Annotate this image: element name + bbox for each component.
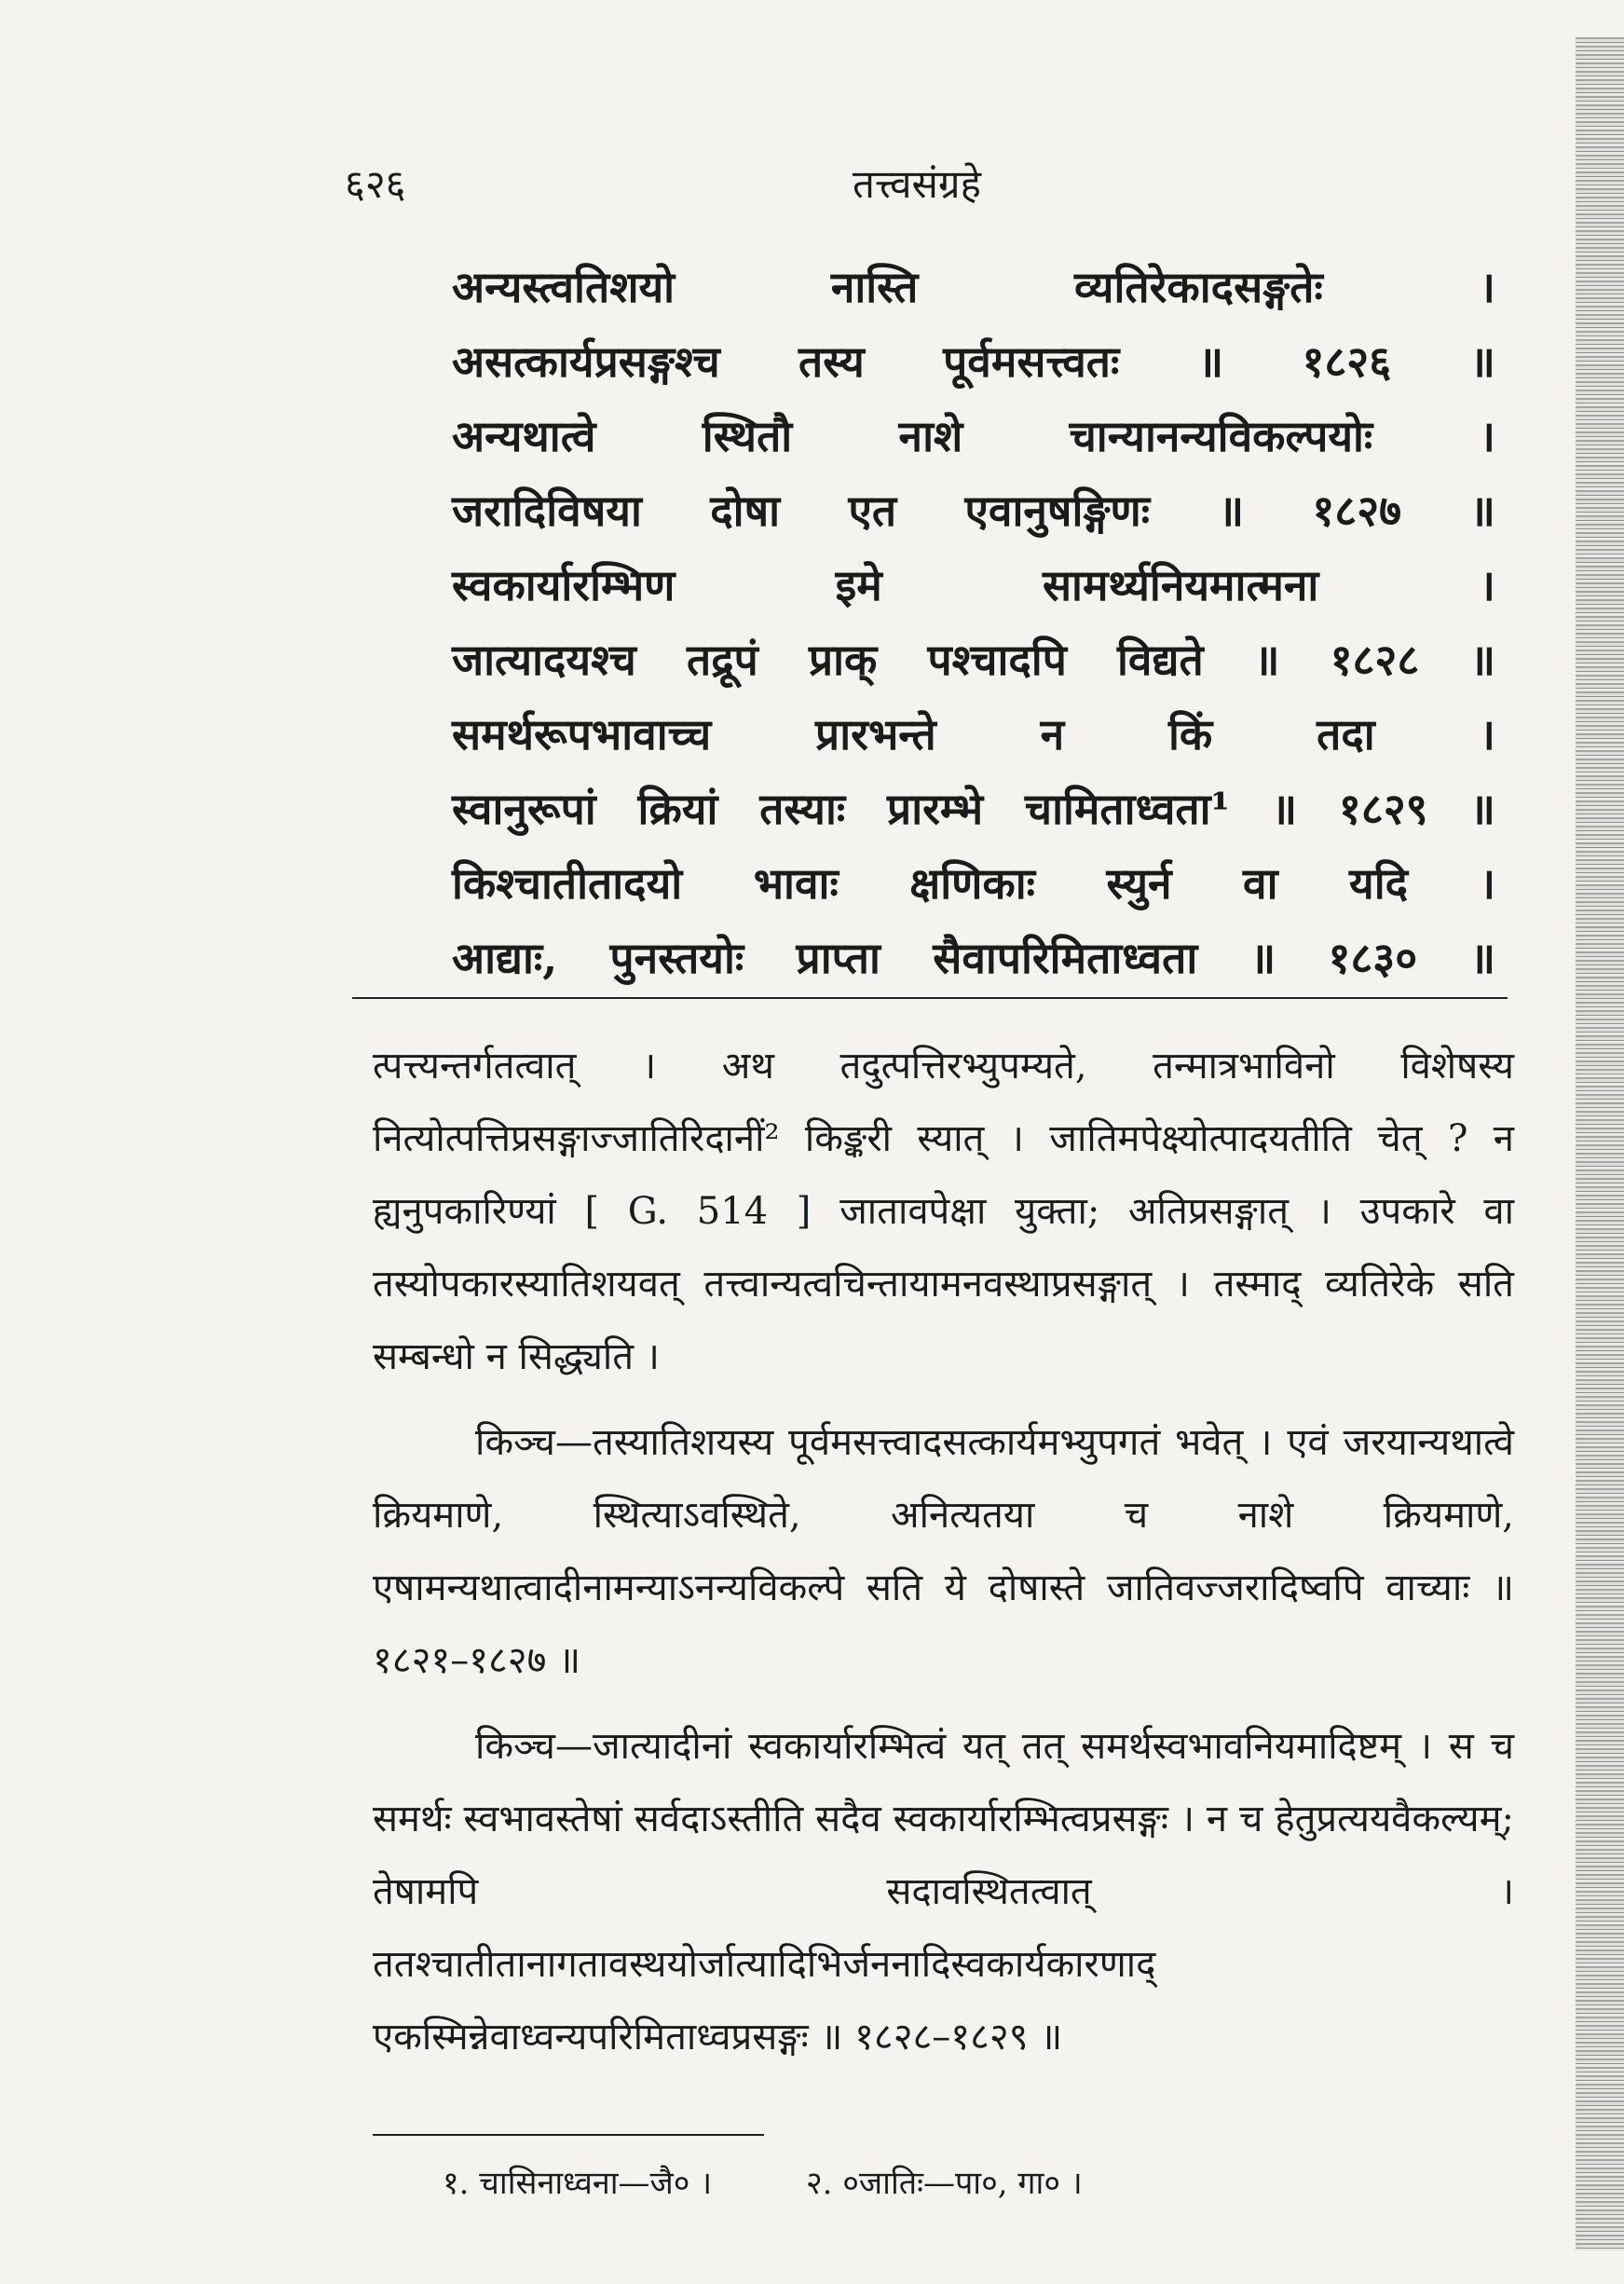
footnote: २. ०जातिः—पा०, गा० ।: [805, 2165, 1083, 2202]
verse-line: आद्याः, पुनस्तयोः प्राप्ता सैवापरिमिताध्वता ॥ १८३० ॥: [452, 933, 1495, 983]
verse-block: [452, 250, 1495, 995]
page-header: [345, 157, 1509, 212]
verse-line: अन्यथात्वे स्थितौ नाशे चान्यानन्यविकल्पयोः ।: [452, 411, 1495, 461]
commentary-paragraph: किञ्च—जात्यादीनां स्वकार्यारम्भित्वं यत् तत् समर्थस्वभावनियमादिष्टम् । स च समर्थः स्वभावस्तेषां सर्वदाऽस्तीति सदैव स्वकार्यारम्भित्वप्रसङ्गः । न च हेतुप्रत्ययवैकल्यम्; तेषामपि सदावस्थितत्वात् । ततश्चातीतानागतावस्थयोर्जात्यादिभिर्जननादिस्वकार्यकारणाद् एकस्मिन्नेवाध्वन्यपरिमिताध्वप्रसङ्गः ॥ १८२८–१८२९ ॥: [373, 1725, 1514, 2058]
commentary-paragraph: त्पत्त्यन्तर्गतत्वात् । अथ तदुत्पत्तिरभ्युपम्यते, तन्मात्रभाविनो विशेषस्य नित्योत्पत्तिप्रसङ्गाज्जातिरिदानीं² किङ्करी स्यात् । जातिमपेक्ष्योत्पादयतीति चेत् ? न ह्यनुपकारिण्यां [ G. 514 ] जातावपेक्षा युक्ता; अतिप्रसङ्गात् । उपकारे वा तस्योपकारस्यातिशयवत् तत्त्वान्यत्वचिन्तायामनवस्थाप्रसङ्गात् । तस्माद् व्यतिरेके सति सम्बन्धो न सिद्ध्यति ।: [373, 1045, 1514, 1378]
verse-line: स्वानुरूपां क्रियां तस्याः प्रारम्भे चामिताध्वता¹ ॥ १८२९ ॥: [452, 784, 1495, 834]
commentary-block: [373, 1030, 1514, 2073]
running-title: तत्त्वसंग्रहे: [853, 161, 981, 207]
verse-line: जरादिविषया दोषा एत एवानुषङ्गिणः ॥ १८२७ ॥: [452, 486, 1495, 536]
binding-edge: [1576, 37, 1624, 2250]
section-divider: [352, 997, 1508, 999]
commentary-paragraph: किञ्च—तस्यातिशयस्य पूर्वमसत्त्वादसत्कार्यमभ्युपगतं भवेत् । एवं जरयान्यथात्वे क्रियमाणे, स्थित्याऽवस्थिते, अनित्यतया च नाशे क्रियमाणे, एषामन्यथात्वादीनामन्याऽनन्यविकल्पे सति ये दोषास्ते जातिवज्जरादिष्वपि वाच्याः ॥ १८२१–१८२७ ॥: [373, 1421, 1514, 1682]
verse-line: असत्कार्यप्रसङ्गश्च तस्य पूर्वमसत्त्वतः ॥ १८२६ ॥: [452, 336, 1495, 387]
verse-line: अन्यस्त्वतिशयो नास्ति व्यतिरेकादसङ्गतेः ।: [452, 262, 1495, 312]
page-number: ६२६: [345, 161, 406, 207]
verse-line: किश्चातीतादयो भावाः क्षणिकाः स्युर्न वा यदि ।: [452, 858, 1495, 909]
verse-line: समर्थरूपभावाच्च प्रारभन्ते न किं तदा ।: [452, 709, 1495, 759]
verse-line: जात्यादयश्च तद्रूपं प्राक् पश्चादपि विद्यते ॥ १८२८ ॥: [452, 635, 1495, 685]
footnote-divider: [373, 2134, 764, 2136]
verse-line: स्वकार्यारम्भिण इमे सामर्थ्यनियमात्मना ।: [452, 560, 1495, 610]
footnotes: [443, 2160, 1083, 2203]
footnote: १. चासिनाध्वना—जै० ।: [443, 2165, 713, 2202]
